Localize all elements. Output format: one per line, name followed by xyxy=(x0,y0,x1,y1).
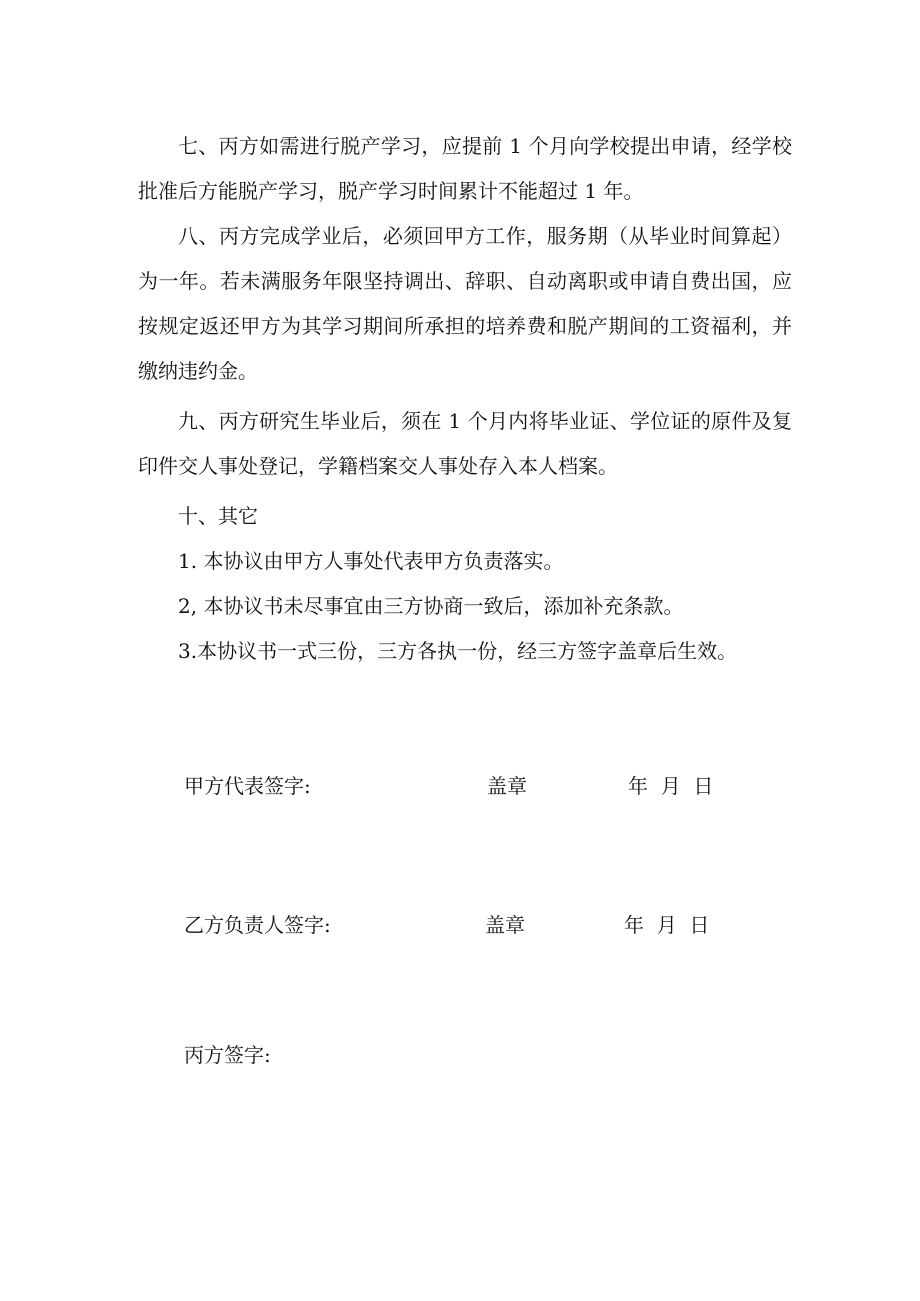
clause-nine: 九、丙方研究生毕业后，须在 1 个月内将毕业证、学位证的原件及复印件交人事处登记，学籍档案交人事处存入本人档案。 xyxy=(138,409,792,478)
section-ten-item-3: 3.本协议书一式三份，三方各执一份，经三方签字盖章后生效。 xyxy=(178,639,738,663)
party-b-date-label: 年 月 日 xyxy=(624,913,710,937)
signature-row-party-a xyxy=(0,766,920,806)
signature-row-party-c xyxy=(0,1035,920,1075)
party-a-signature-label: 甲方代表签字: xyxy=(184,774,311,798)
party-a-seal-label: 盖章 xyxy=(487,774,527,798)
section-ten-heading: 十、其它 xyxy=(178,504,258,528)
party-a-date-label: 年 月 日 xyxy=(628,774,714,798)
party-c-signature-label: 丙方签字: xyxy=(184,1043,271,1067)
section-ten-item-2: 2, 本协议书未尽事宜由三方协商一致后，添加补充条款。 xyxy=(178,594,684,618)
section-ten-item-1: 1. 本协议由甲方人事处代表甲方负责落实。 xyxy=(178,549,564,573)
signature-row-party-b xyxy=(0,905,920,945)
party-b-seal-label: 盖章 xyxy=(485,913,525,937)
party-b-signature-label: 乙方负责人签字: xyxy=(184,913,331,937)
clause-seven: 七、丙方如需进行脱产学习，应提前 1 个月向学校提出申请，经学校批准后方能脱产学习，脱产学习时间累计不能超过 1 年。 xyxy=(138,134,792,203)
clause-eight: 八、丙方完成学业后，必须回甲方工作，服务期（从毕业时间算起）为一年。若未满服务年限坚持调出、辞职、自动离职或申请自费出国，应按规定返还甲方为其学习期间所承担的培养费和脱产期间的工资福利，并缴纳违约金。 xyxy=(138,224,792,383)
